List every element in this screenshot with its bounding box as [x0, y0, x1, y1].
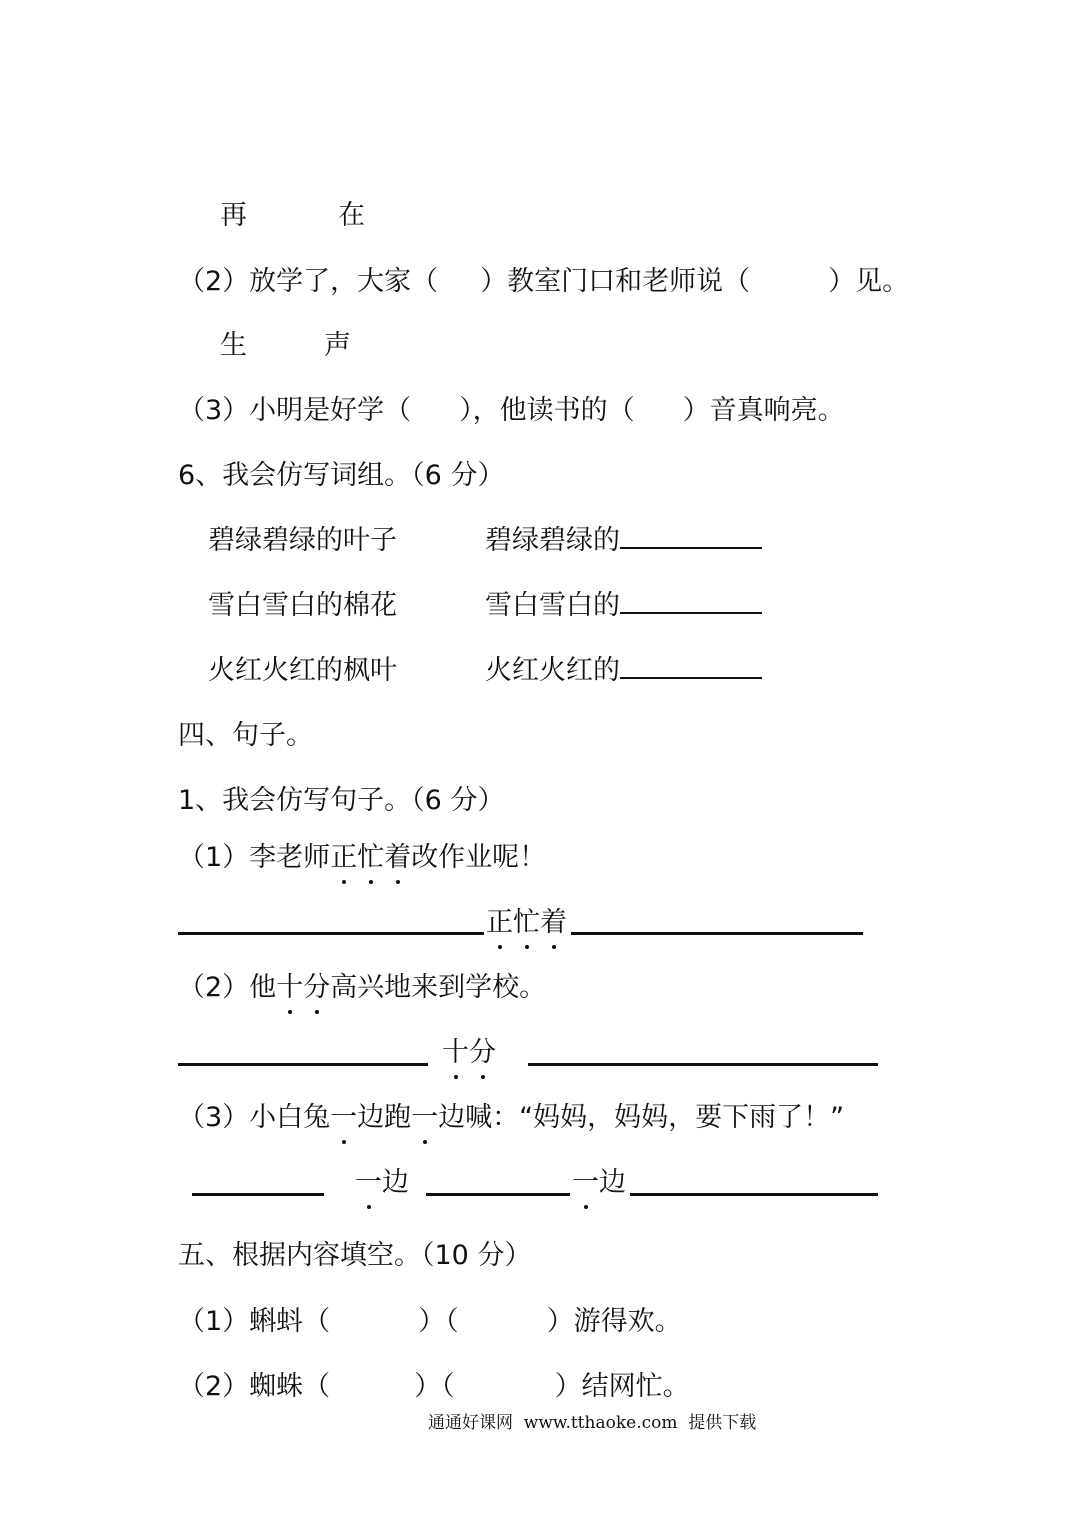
s5-s2-mid: ）（ — [414, 1371, 455, 1402]
dotted-char: 着 — [384, 840, 411, 876]
sentence-2 — [178, 264, 909, 300]
s4-s3-prefix: （3）小白兔 — [178, 1102, 331, 1133]
q6-example-3: 火红火红的枫叶 — [208, 655, 397, 686]
answer-line-3c[interactable] — [630, 1193, 878, 1196]
dotted-char: 分 — [469, 1035, 496, 1071]
s4-s1-suffix: 改作业呢！ — [411, 842, 547, 873]
dotted-char: 忙 — [357, 840, 384, 876]
q6-blank-1[interactable] — [620, 547, 762, 549]
section-5-title: 五、根据内容填空。（10 分） — [178, 1240, 532, 1271]
dotted-char: 十 — [442, 1035, 469, 1071]
q6-stem-3: 火红火红的 — [485, 655, 620, 686]
dotted-char: 十 — [276, 970, 303, 1006]
answer-line-1b[interactable] — [571, 932, 863, 935]
s4-s2-prefix: （2）他 — [178, 972, 277, 1003]
dotted-char: 一 — [330, 1100, 357, 1136]
q6-answer-1 — [485, 523, 762, 559]
s4-s3-suffix: 边喊：“妈妈，妈妈，要下雨了！” — [438, 1102, 845, 1133]
q6-title: 6、我会仿写词组。（6 分） — [178, 460, 505, 491]
dotted-char: 正 — [330, 840, 357, 876]
answer-line-3b[interactable] — [426, 1193, 570, 1196]
answer-2-keyword — [442, 1035, 496, 1071]
sentence-2-mid: ）教室门口和老师说（ — [480, 266, 751, 297]
answer-line-3a[interactable] — [192, 1193, 324, 1196]
q6-stem-1: 碧绿碧绿的 — [485, 525, 620, 556]
choice-zai-at: 在 — [338, 200, 365, 231]
s5-sentence-1 — [178, 1304, 682, 1340]
choice-sheng-voice: 声 — [324, 330, 351, 361]
sentence-3-prefix: （3）小明是好学（ — [178, 395, 412, 426]
sentence-2-suffix: ）见。 — [828, 266, 910, 297]
s5-s1-suffix: ）游得欢。 — [546, 1306, 682, 1337]
s4-s1-prefix: （1）李老师 — [178, 842, 331, 873]
dotted-char: 一 — [355, 1165, 382, 1201]
q6-example-1: 碧绿碧绿的叶子 — [208, 525, 397, 556]
s5-s2-suffix: ）结网忙。 — [554, 1371, 690, 1402]
footer-source: 通通好课网 www.tthaoke.com 提供下载 — [428, 1413, 757, 1433]
q6-stem-2: 雪白雪白的 — [485, 590, 620, 621]
dotted-char: 一 — [411, 1100, 438, 1136]
dotted-char: 忙 — [513, 905, 540, 941]
dotted-char: 正 — [486, 905, 513, 941]
s4-s2-suffix: 高兴地来到学校。 — [330, 972, 547, 1003]
q6-answer-3 — [485, 653, 762, 689]
s4-s3-mid: 边跑 — [357, 1102, 412, 1133]
section-4-title: 四、句子。 — [178, 720, 313, 751]
s5-sentence-2 — [178, 1369, 690, 1405]
dotted-char: 着 — [540, 905, 567, 941]
q6-blank-2[interactable] — [620, 612, 762, 614]
answer-line-2a[interactable] — [178, 1063, 428, 1066]
s5-s1-mid: ）（ — [418, 1306, 459, 1337]
s4-sentence-3 — [178, 1100, 844, 1136]
answer-3-keyword-1 — [355, 1165, 409, 1201]
dotted-char: 一 — [572, 1165, 599, 1201]
section-4-q1-title: 1、我会仿写句子。（6 分） — [178, 785, 505, 816]
choice-zai-again: 再 — [220, 200, 247, 231]
sentence-3 — [178, 393, 845, 429]
s5-s2-prefix: （2）蜘蛛（ — [178, 1371, 331, 1402]
q6-example-2: 雪白雪白的棉花 — [208, 590, 397, 621]
s4-sentence-2 — [178, 970, 546, 1006]
s4-sentence-1 — [178, 840, 546, 876]
q6-answer-2 — [485, 588, 762, 624]
answer-line-2b[interactable] — [528, 1063, 878, 1066]
s5-s1-prefix: （1）蝌蚪（ — [178, 1306, 331, 1337]
choice-sheng-student: 生 — [220, 330, 247, 361]
q6-blank-3[interactable] — [620, 677, 762, 679]
answer-3-char: 边 — [599, 1167, 626, 1198]
answer-1-keyword — [486, 905, 567, 941]
answer-3-char: 边 — [382, 1167, 409, 1198]
sentence-2-prefix: （2）放学了，大家（ — [178, 266, 439, 297]
sentence-3-mid: ），他读书的（ — [459, 395, 635, 426]
answer-line-1a[interactable] — [178, 932, 484, 935]
answer-3-keyword-2 — [572, 1165, 626, 1201]
dotted-char: 分 — [303, 970, 330, 1006]
sentence-3-suffix: ）音真响亮。 — [682, 395, 845, 426]
